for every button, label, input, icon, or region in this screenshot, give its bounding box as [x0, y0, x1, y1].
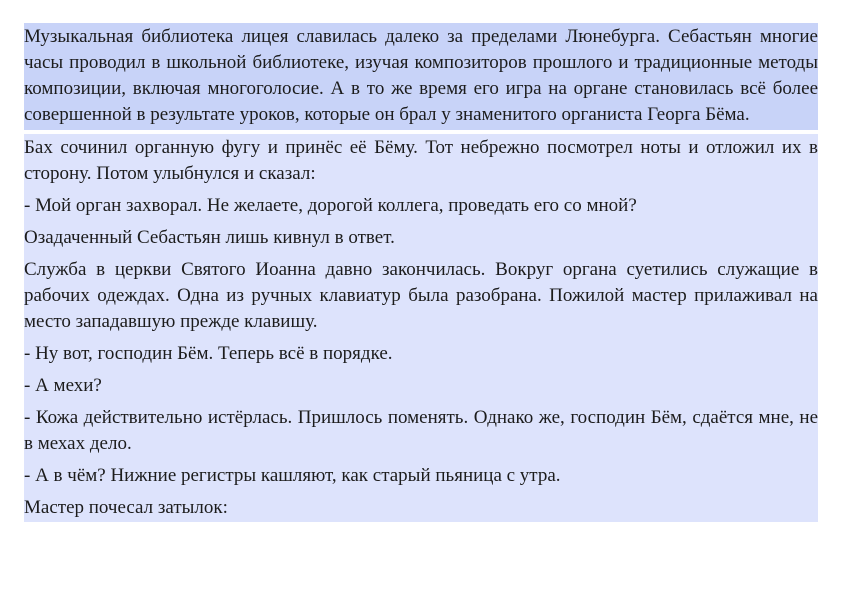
highlighted-block-dialogue	[24, 134, 818, 522]
dialogue-line: - Ну вот, господин Бём. Теперь всё в порядке.	[24, 343, 393, 364]
dialogue-line: - Мой орган захворал. Не желаете, дорогой коллега, проведать его со мной?	[24, 195, 637, 216]
paragraph-library: Музыкальная библиотека лицея славилась далеко за пределами Люнебурга. Себастьян многие часы проводил в школьной библиотеке, изучая композиторов прошлого и традиционные методы композиции, включая многоголосие. А в то же время его игра на органе становилась всё более совершенной в результате уроков, которые он брал у знаменитого органиста Георга Бёма.	[24, 26, 818, 125]
highlighted-block-intro	[24, 23, 818, 130]
document-body	[24, 23, 818, 522]
paragraph-church: Служба в церкви Святого Иоанна давно закончилась. Вокруг органа суетились служащие в рабочих одеждах. Одна из ручных клавиатур была разобрана. Пожилой мастер прилаживал на место западавшую прежде клавишу.	[24, 259, 818, 332]
dialogue-line: - А мехи?	[24, 375, 102, 396]
paragraph-nod: Озадаченный Себастьян лишь кивнул в ответ.	[24, 227, 395, 248]
dialogue-line: - Кожа действительно истёрлась. Пришлось поменять. Однако же, господин Бём, сдаётся мне, не в мехах дело.	[24, 407, 818, 454]
dialogue-line: - А в чём? Нижние регистры кашляют, как старый пьяница с утра.	[24, 465, 561, 486]
paragraph-fugue: Бах сочинил органную фугу и принёс её Бёму. Тот небрежно посмотрел ноты и отложил их в сторону. Потом улыбнулся и сказал:	[24, 137, 818, 184]
paragraph-master: Мастер почесал затылок:	[24, 497, 228, 518]
